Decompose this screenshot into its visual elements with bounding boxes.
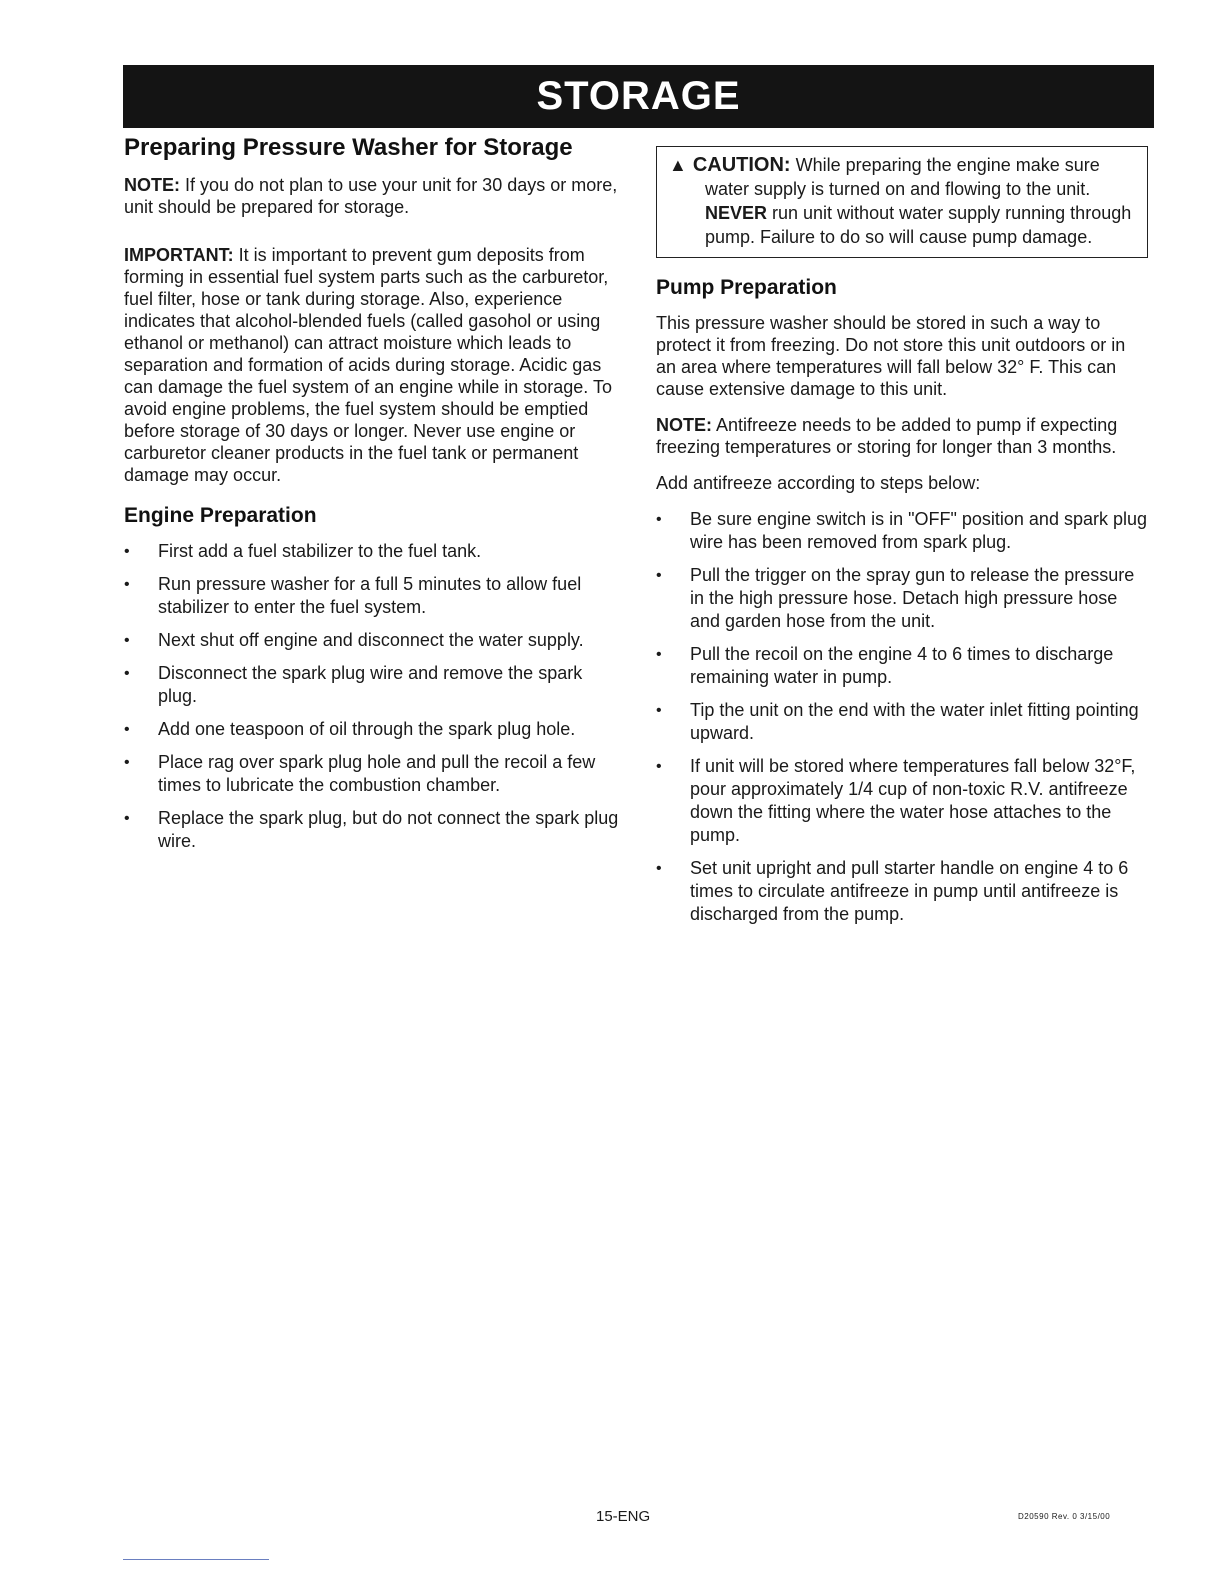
section-title: STORAGE — [536, 74, 741, 118]
pump-note — [656, 414, 1148, 458]
bullet-icon: • — [656, 567, 662, 584]
engine-prep-heading: Engine Preparation — [124, 504, 317, 527]
bullet-icon: • — [124, 810, 130, 827]
list-item: • Place rag over spark plug hole and pull the recoil a few times to lubricate the combustion chamber. — [124, 752, 596, 795]
engine-steps-list — [124, 540, 622, 853]
storage-heading: Preparing Pressure Washer for Storage — [124, 134, 573, 161]
important-text: It is important to prevent gum deposits from forming in essential fuel system parts such as the carburetor, fuel filter, hose or tank during storage. Also, experience indicates that alcohol-blended fuels (called gasohol or using ethanol or methanol) can attract moisture which leads to separation and formation of acids during storage. Acidic gas can damage the fuel system of an engine while in storage. To avoid engine problems, the fuel system should be emptied before storage of 30 days or longer. Never use engine or carburetor cleaner products in the fuel tank or permanent damage may occur. — [124, 245, 612, 485]
storage-note — [124, 174, 622, 218]
list-item: • Replace the spark plug, but do not connect the spark plug wire. — [124, 808, 619, 851]
list-item: • Tip the unit on the end with the water inlet fitting pointing upward. — [656, 700, 1139, 743]
note-label: NOTE: — [124, 175, 180, 195]
caution-label: CAUTION: — [692, 154, 791, 176]
list-item: • Pull the trigger on the spray gun to release the pressure in the high pressure hose. Detach high pressure hose and garden hose from the unit. — [656, 565, 1135, 631]
bottom-rule — [123, 1559, 269, 1560]
list-item: • Next shut off engine and disconnect the water supply. — [124, 630, 584, 650]
list-item: • Be sure engine switch is in "OFF" position and spark plug wire has been removed from spark plug. — [656, 509, 1148, 552]
important-label: IMPORTANT: — [124, 245, 234, 265]
caution-text: ▲ CAUTION: While preparing the engine make sure water supply is turned on and flowing to the unit. NEVER run unit without water supply running through pump. Failure to do so will cause pump damage. — [669, 154, 1132, 247]
important-paragraph — [124, 244, 622, 486]
list-item: • Pull the recoil on the engine 4 to 6 times to discharge remaining water in pump. — [656, 644, 1114, 687]
caution-box — [656, 146, 1148, 258]
list-item: • Disconnect the spark plug wire and remove the spark plug. — [124, 663, 583, 706]
list-item: • First add a fuel stabilizer to the fuel tank. — [124, 541, 482, 561]
right-column — [656, 146, 1148, 936]
page-number: 15-ENG — [596, 1508, 651, 1525]
bullet-icon: • — [656, 860, 662, 877]
bullet-icon: • — [124, 543, 130, 560]
pump-intro: This pressure washer should be stored in such a way to protect it from freezing. Do not store this unit outdoors or in an area where temperatures will fall below 32° F. This can cause extensive damage to this unit. — [656, 313, 1126, 399]
never-emphasis: NEVER — [705, 203, 768, 223]
note-label: NOTE: — [656, 415, 712, 435]
document-code: D20590 Rev. 0 3/15/00 — [1018, 1512, 1111, 1521]
bullet-icon: • — [124, 576, 130, 593]
warning-triangle-icon: ▲ — [669, 155, 687, 175]
list-item: • Run pressure washer for a full 5 minutes to allow fuel stabilizer to enter the fuel system. — [124, 574, 582, 617]
note-text: Antifreeze needs to be added to pump if expecting freezing temperatures or storing for longer than 3 months. — [656, 415, 1118, 457]
left-column — [124, 134, 622, 863]
add-antifreeze-text: Add antifreeze according to steps below: — [656, 473, 981, 493]
bullet-icon: • — [124, 721, 130, 738]
pump-prep-heading: Pump Preparation — [656, 276, 837, 299]
bullet-icon: • — [656, 758, 662, 775]
bullet-icon: • — [124, 754, 130, 771]
pump-steps-list — [656, 508, 1148, 926]
bullet-icon: • — [656, 511, 662, 528]
list-item: • Set unit upright and pull starter handle on engine 4 to 6 times to circulate antifreeze in pump until antifreeze is discharged from the pump. — [656, 858, 1129, 924]
bullet-icon: • — [124, 665, 130, 682]
list-item: • Add one teaspoon of oil through the spark plug hole. — [124, 719, 576, 739]
section-banner — [123, 65, 1154, 128]
list-item: • If unit will be stored where temperatures fall below 32°F, pour approximately 1/4 cup of non-toxic R.V. antifreeze down the fitting where the water hose attaches to the pump. — [656, 756, 1136, 845]
bullet-icon: • — [656, 702, 662, 719]
bullet-icon: • — [656, 646, 662, 663]
bullet-icon: • — [124, 632, 130, 649]
note-text: If you do not plan to use your unit for 30 days or more, unit should be prepared for storage. — [124, 175, 618, 217]
